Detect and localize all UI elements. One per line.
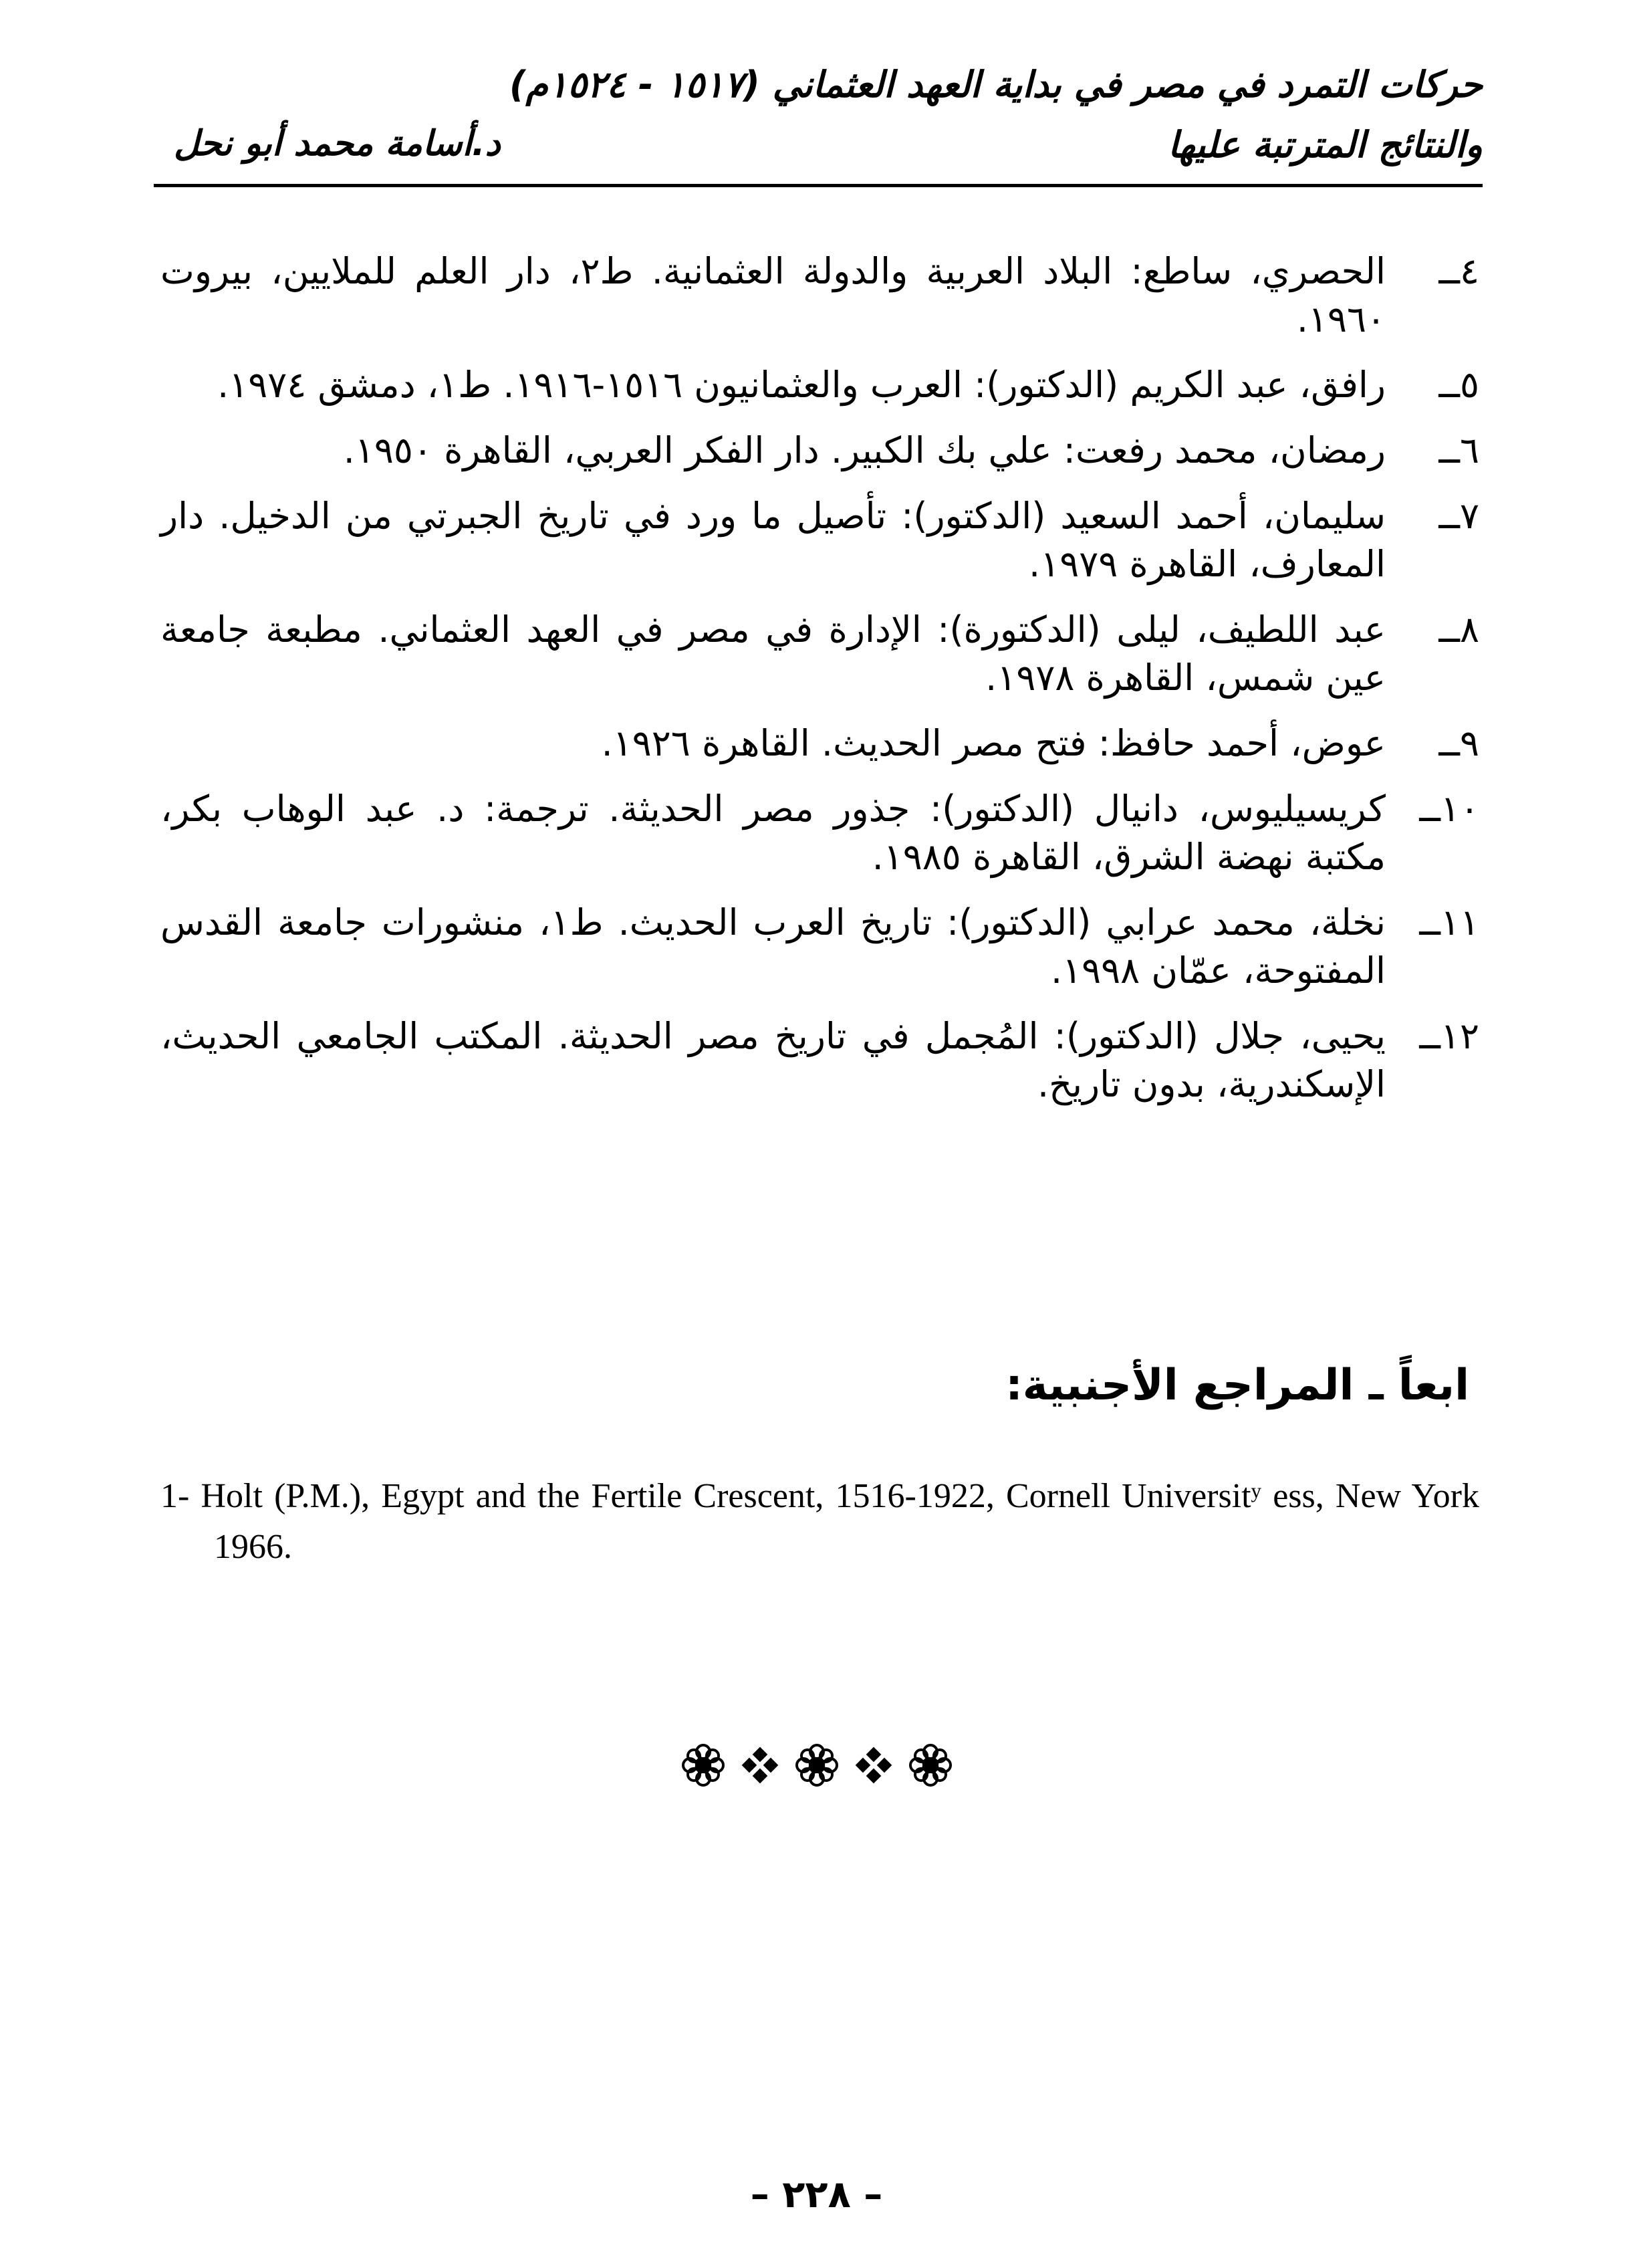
foreign-reference-item: 1- Holt (P.M.), Egypt and the Fertile Crescent, 1516-1922, Cornell Universitʸ ess, New York 1966.: [160, 1477, 1479, 1566]
reference-item: [160, 1012, 1479, 1109]
reference-number: ٤ــ: [1438, 250, 1479, 292]
reference-text: يحيى، جلال (الدكتور): المُجمل في تاريخ مصر الحديثة. المكتب الجامعي الحديث، الإسكندرية، بدون تاريخ.: [160, 1015, 1386, 1105]
ornament-divider: [0, 1738, 1633, 1795]
reference-item: [160, 247, 1479, 344]
reference-item: [160, 899, 1479, 995]
running-header: [154, 64, 1483, 197]
header-subtitle: والنتائج المترتبة عليها: [1168, 124, 1483, 166]
reference-number: ٥ــ: [1438, 364, 1479, 406]
reference-item: [160, 427, 1479, 475]
reference-number: ٩ــ: [1438, 722, 1479, 764]
reference-item: [160, 361, 1479, 409]
reference-text: نخلة، محمد عرابي (الدكتور): تاريخ العرب الحديث. ط١، منشورات جامعة القدس المفتوحة، عمّان ١٩٩٨.: [160, 901, 1386, 992]
header-rule: [154, 184, 1483, 187]
reference-number: ١٠ــ: [1419, 788, 1479, 830]
reference-number: ٨ــ: [1438, 608, 1479, 651]
reference-number: ١٢ــ: [1419, 1015, 1479, 1057]
reference-item: [160, 492, 1479, 588]
reference-item: [160, 606, 1479, 702]
flower-ornament-icon: [676, 1738, 957, 1792]
reference-text: سليمان، أحمد السعيد (الدكتور): تأصيل ما ورد في تاريخ الجبرتي من الدخيل. دار المعارف، القاهرة ١٩٧٩.: [160, 495, 1386, 585]
header-title: حركات التمرد في مصر في بداية العهد العثماني (١٥١٧ - ١٥٢٤م): [509, 64, 1483, 106]
reference-text: عبد اللطيف، ليلى (الدكتورة): الإدارة في مصر في العهد العثماني. مطبعة جامعة عين شمس، القاهرة ١٩٧٨.: [160, 608, 1386, 699]
header-author: د.أسامة محمد أبو نحل: [174, 124, 501, 164]
foreign-references-heading: ابعاً ـ المراجع الأجنبية:: [1005, 1361, 1469, 1410]
foreign-references-list: [160, 1471, 1479, 1573]
header-second-row: [154, 124, 1483, 177]
reference-text: رافق، عبد الكريم (الدكتور): العرب والعثمانيون ١٥١٦-١٩١٦. ط١، دمشق ١٩٧٤.: [217, 364, 1386, 406]
reference-number: ٦ــ: [1438, 429, 1479, 471]
references-list: [160, 247, 1479, 1126]
reference-number: ١١ــ: [1419, 901, 1479, 943]
reference-number: ٧ــ: [1438, 495, 1479, 537]
page-number: – ٢٢٨ –: [750, 2173, 883, 2217]
reference-item: [160, 719, 1479, 768]
reference-text: رمضان، محمد رفعت: علي بك الكبير. دار الفكر العربي، القاهرة ١٩٥٠.: [343, 429, 1386, 471]
reference-item: [160, 785, 1479, 881]
reference-text: كريسيليوس، دانيال (الدكتور): جذور مصر الحديثة. ترجمة: د. عبد الوهاب بكر، مكتبة نهضة الشرق، القاهرة ١٩٨٥.: [160, 788, 1386, 878]
reference-text: عوض، أحمد حافظ: فتح مصر الحديث. القاهرة ١٩٢٦.: [601, 722, 1386, 764]
reference-text: الحصري، ساطع: البلاد العربية والدولة العثمانية. ط٢، دار العلم للملايين، بيروت ١٩٦٠.: [160, 250, 1386, 340]
